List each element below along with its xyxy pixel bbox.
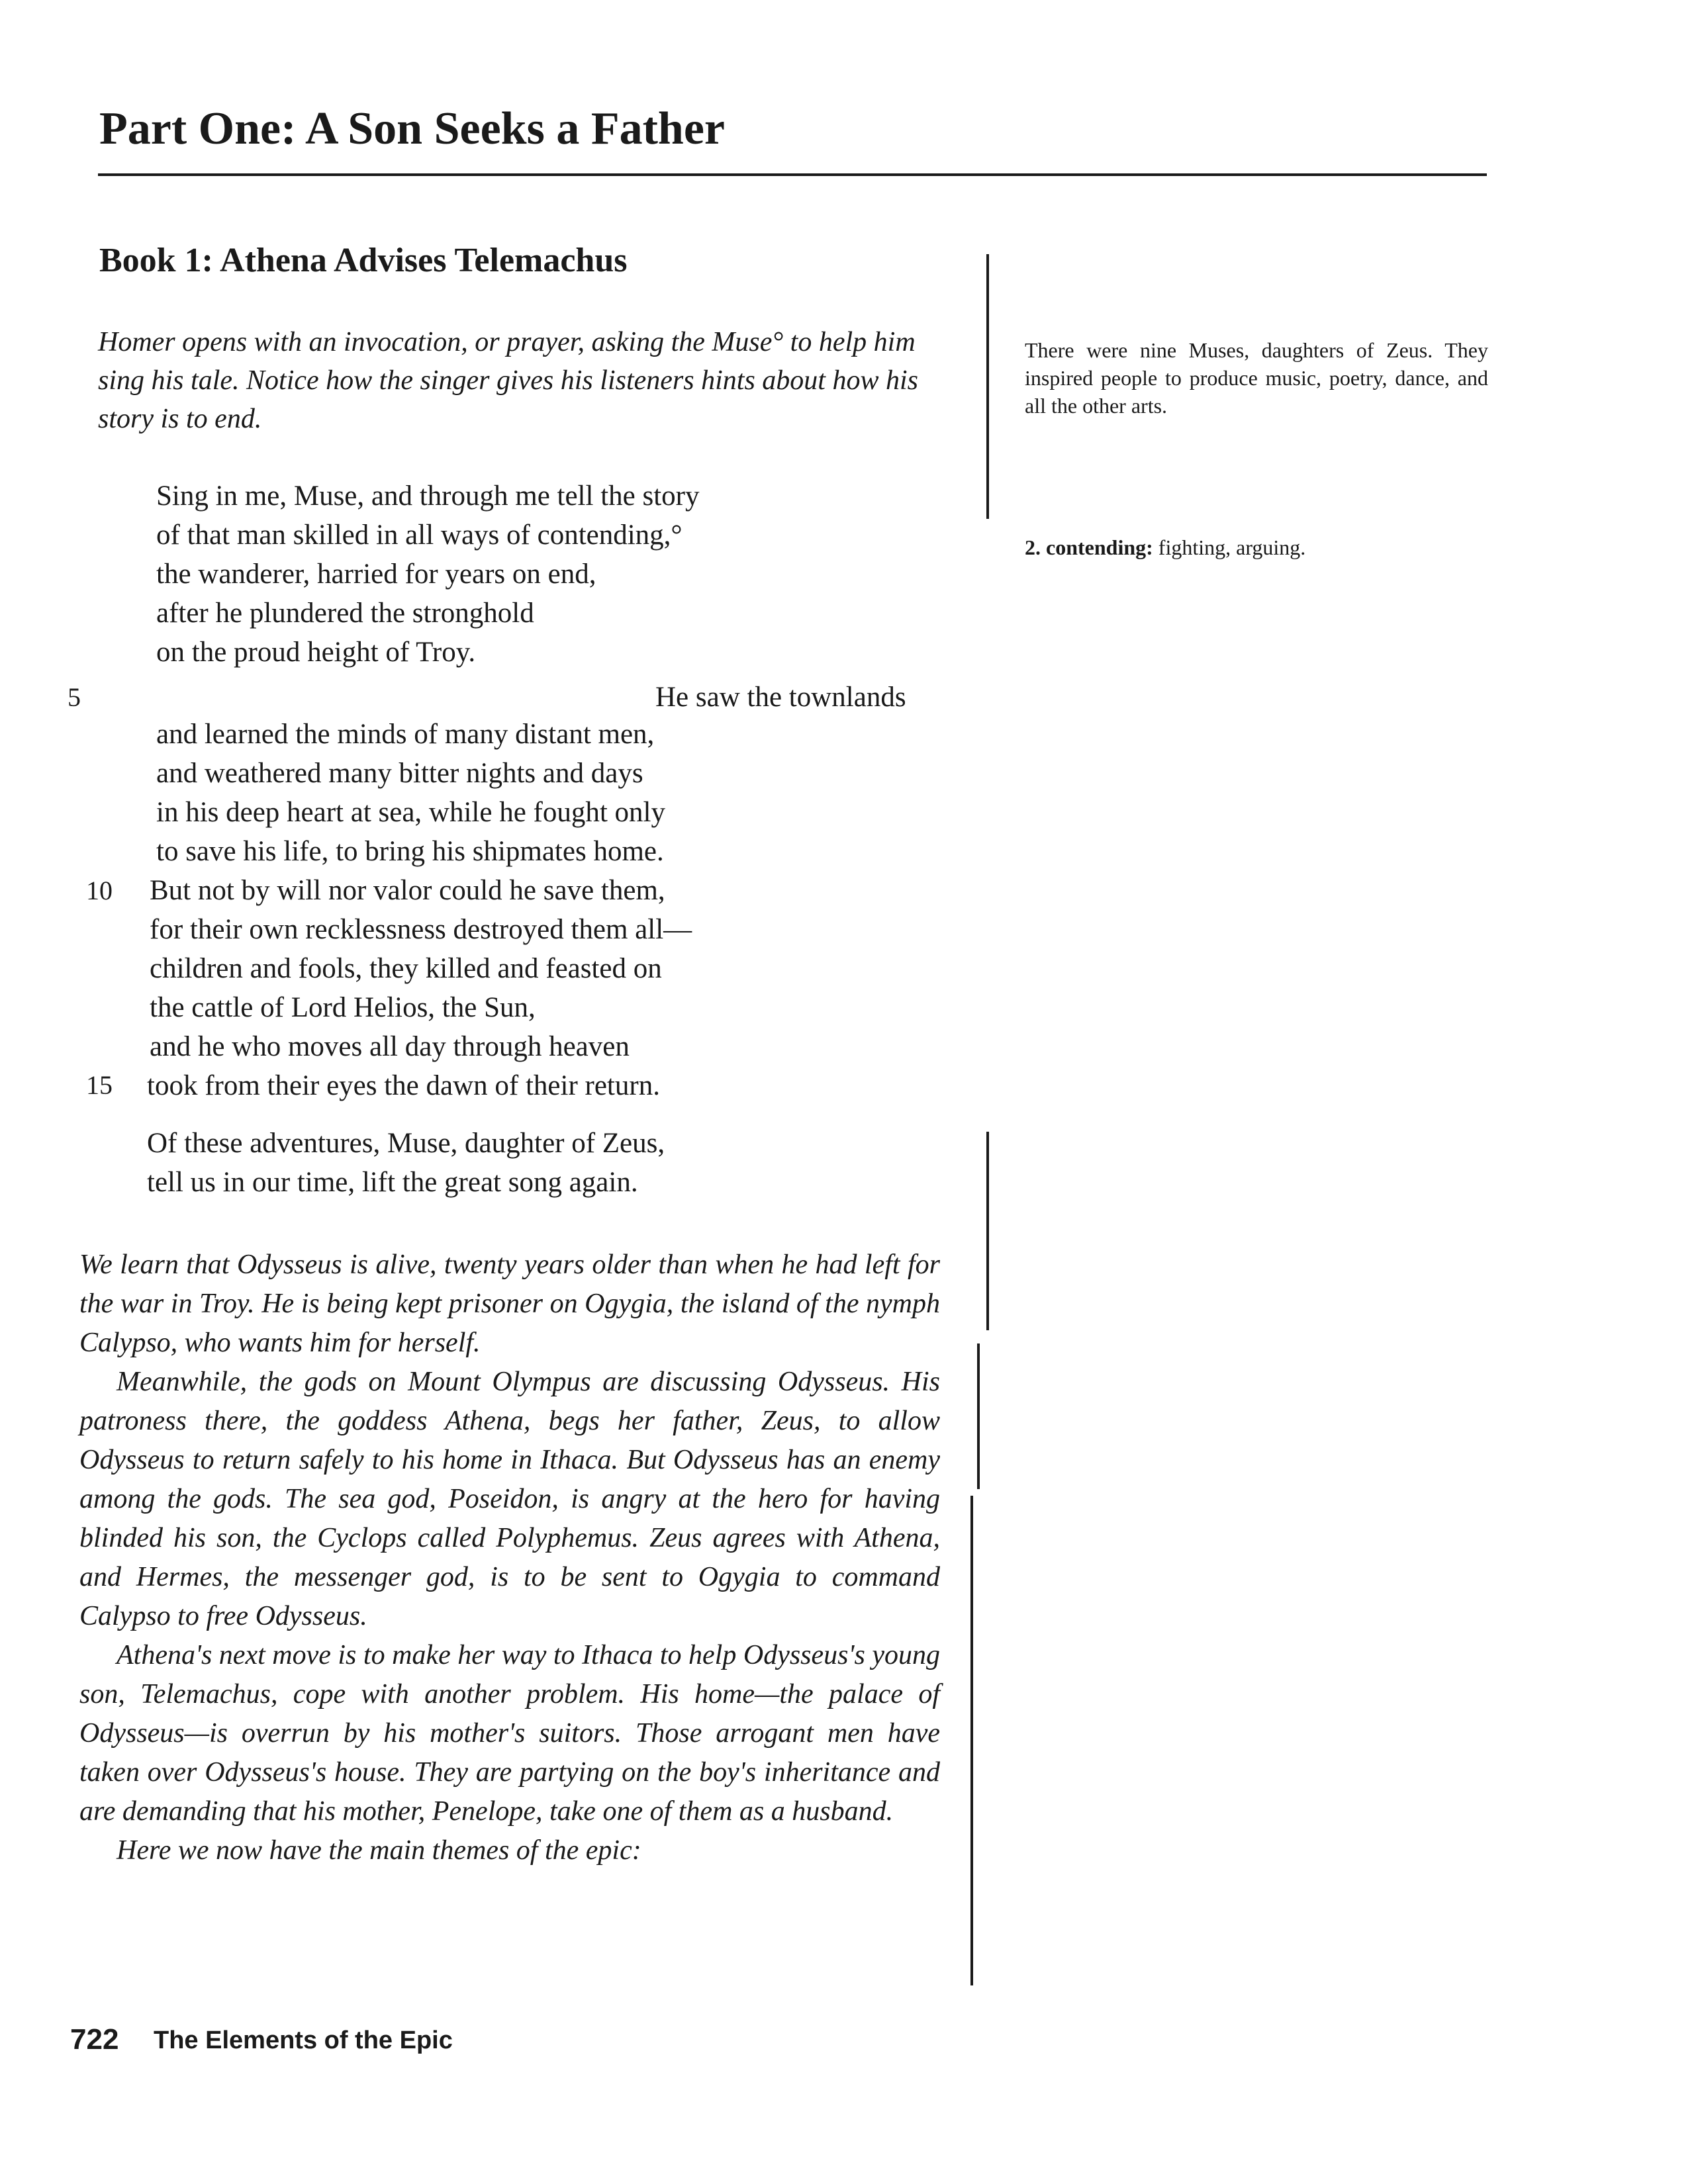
verse-line: for their own recklessness destroyed them all—	[150, 914, 692, 945]
verse-line: and learned the minds of many distant men,	[156, 719, 655, 750]
column-divider	[986, 254, 989, 519]
column-divider	[986, 1132, 989, 1330]
line-number: 10	[86, 876, 113, 905]
line-number: 5	[68, 682, 81, 712]
summary-paragraph: Here we now have the main themes of the epic:	[117, 1835, 641, 1866]
gloss-definition: fighting, arguing.	[1158, 535, 1306, 559]
verse-line: and weathered many bitter nights and days	[156, 758, 643, 789]
verse-line: children and fools, they killed and feasted on	[150, 953, 662, 984]
verse-line: of that man skilled in all ways of contending,°	[156, 520, 683, 551]
summary-paragraph: Athena's next move is to make her way to Ithaca to help Odysseus's young son, Telemachus, cope with another problem. His home—the palace of Odysseus—is overrun by his mother's suitors. Those arrogant men have taken over Odysseus's house. They are partying on the boy's inheritance and are demanding that his mother, Penelope, take one of them as a husband.	[79, 1640, 940, 1827]
verse-line: to save his life, to bring his shipmates home.	[156, 836, 664, 867]
book-title: Book 1: Athena Advises Telemachus	[99, 242, 628, 279]
column-divider	[977, 1343, 980, 1489]
summary	[79, 1246, 940, 1870]
running-footer-title: The Elements of the Epic	[154, 2026, 453, 2054]
line-number: 15	[86, 1070, 113, 1100]
gloss-contending	[1025, 533, 1488, 561]
verse-line: Of these adventures, Muse, daughter of Zeus,	[147, 1128, 665, 1159]
column-divider	[970, 1496, 973, 1985]
verse-line: the wanderer, harried for years on end,	[156, 559, 596, 590]
verse-line: and he who moves all day through heaven	[150, 1031, 630, 1062]
verse-line: the cattle of Lord Helios, the Sun,	[150, 992, 536, 1023]
verse-line: on the proud height of Troy.	[156, 637, 476, 668]
verse-line: tell us in our time, lift the great song again.	[147, 1167, 638, 1198]
gloss-muse: There were nine Muses, daughters of Zeus. They inspired people to produce music, poetry, dance, and all the other arts.	[1025, 338, 1488, 418]
summary-paragraph: Meanwhile, the gods on Mount Olympus are discussing Odysseus. His patroness there, the goddess Athena, begs her father, Zeus, to allow Odysseus to return safely to his home in Ithaca. But Odysseus has an enemy among the gods. The sea god, Poseidon, is angry at the hero for having blinded his son, the Cyclops called Polyphemus. Zeus agrees with Athena, and Hermes, the messenger god, is to be sent to Ogygia to command Calypso to free Odysseus.	[79, 1367, 940, 1631]
verse-line: Sing in me, Muse, and through me tell the story	[156, 480, 700, 512]
summary-paragraph: We learn that Odysseus is alive, twenty years older than when he had left for the war in Troy. He is being kept prisoner on Ogygia, the island of the nymph Calypso, who wants him for herself.	[79, 1250, 940, 1358]
intro-paragraph: Homer opens with an invocation, or prayer, asking the Muse° to help him sing his tale. Notice how the singer gives his listeners hints about how his story is to end.	[98, 327, 918, 434]
title-rule	[98, 173, 1487, 176]
part-title: Part One: A Son Seeks a Father	[99, 103, 725, 154]
verse-line: in his deep heart at sea, while he fought only	[156, 797, 666, 828]
verse-line: But not by will nor valor could he save them,	[150, 875, 665, 906]
verse-line: He saw the townlands	[655, 682, 906, 713]
verse-line: took from their eyes the dawn of their return.	[147, 1070, 660, 1101]
page-number: 722	[70, 2023, 119, 2056]
verse-line: after he plundered the stronghold	[156, 598, 534, 629]
gloss-term: 2. contending:	[1025, 535, 1153, 559]
